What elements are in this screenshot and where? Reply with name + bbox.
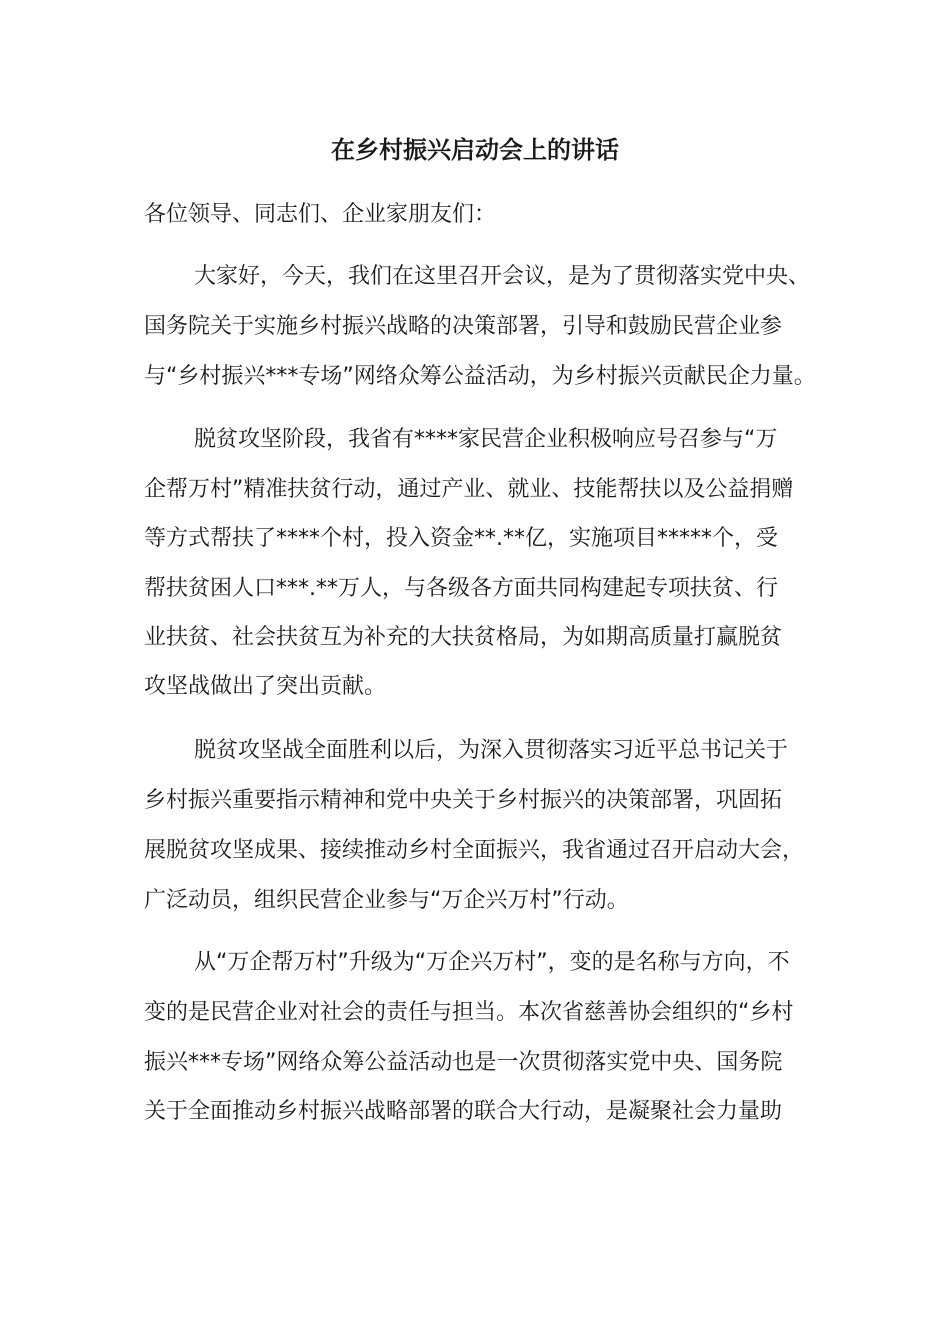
paragraph-line: 企帮万村”精准扶贫行动，通过产业、就业、技能帮扶以及公益捐赠: [144, 477, 794, 502]
paragraph-line: 乡村振兴重要指示精神和党中央关于乡村振兴的决策部署，巩固拓: [144, 788, 783, 813]
paragraph-line: 变的是民营企业对社会的责任与担当。本次省慈善协会组织的“乡村: [144, 1000, 794, 1025]
paragraph-line: 国务院关于实施乡村振兴战略的决策部署，引导和鼓励民营企业参: [144, 314, 783, 339]
paragraph-line: 振兴***专场”网络众筹公益活动也是一次贯彻落实党中央、国务院: [144, 1050, 783, 1075]
paragraph-line: 展脱贫攻坚成果、接续推动乡村全面振兴，我省通过召开启动大会，: [144, 838, 805, 863]
paragraph-line: 脱贫攻坚战全面胜利以后，为深入贯彻落实习近平总书记关于: [194, 738, 789, 763]
paragraph-line: 等方式帮扶了****个村，投入资金**.**亿，实施项目*****个，受: [144, 526, 778, 551]
paragraph-line: 广泛动员，组织民营企业参与“万企兴万村”行动。: [144, 888, 629, 913]
paragraph-line: 帮扶贫困人口***.**万人，与各级各方面共同构建起专项扶贫、行: [144, 576, 778, 601]
paragraph-line: 从“万企帮万村”升级为“万企兴万村”，变的是名称与方向，不: [194, 950, 790, 975]
paragraph-line: 脱贫攻坚阶段，我省有****家民营企业积极响应号召参与“万: [194, 427, 778, 452]
document-title: 在乡村振兴启动会上的讲话: [331, 136, 619, 164]
paragraph-line: 业扶贫、社会扶贫互为补充的大扶贫格局，为如期高质量打赢脱贫: [144, 625, 783, 650]
paragraph-line: 关于全面推动乡村振兴战略部署的联合大行动，是凝聚社会力量助: [144, 1099, 783, 1124]
paragraph-line: 攻坚战做出了突出贡献。: [144, 674, 387, 699]
paragraph-line: 与“乡村振兴***专场”网络众筹公益活动，为乡村振兴贡献民企力量。: [144, 364, 816, 389]
paragraph-line: 大家好，今天，我们在这里召开会议，是为了贯彻落实党中央、: [194, 264, 811, 289]
salutation: 各位领导、同志们、企业家朋友们：: [144, 202, 497, 227]
